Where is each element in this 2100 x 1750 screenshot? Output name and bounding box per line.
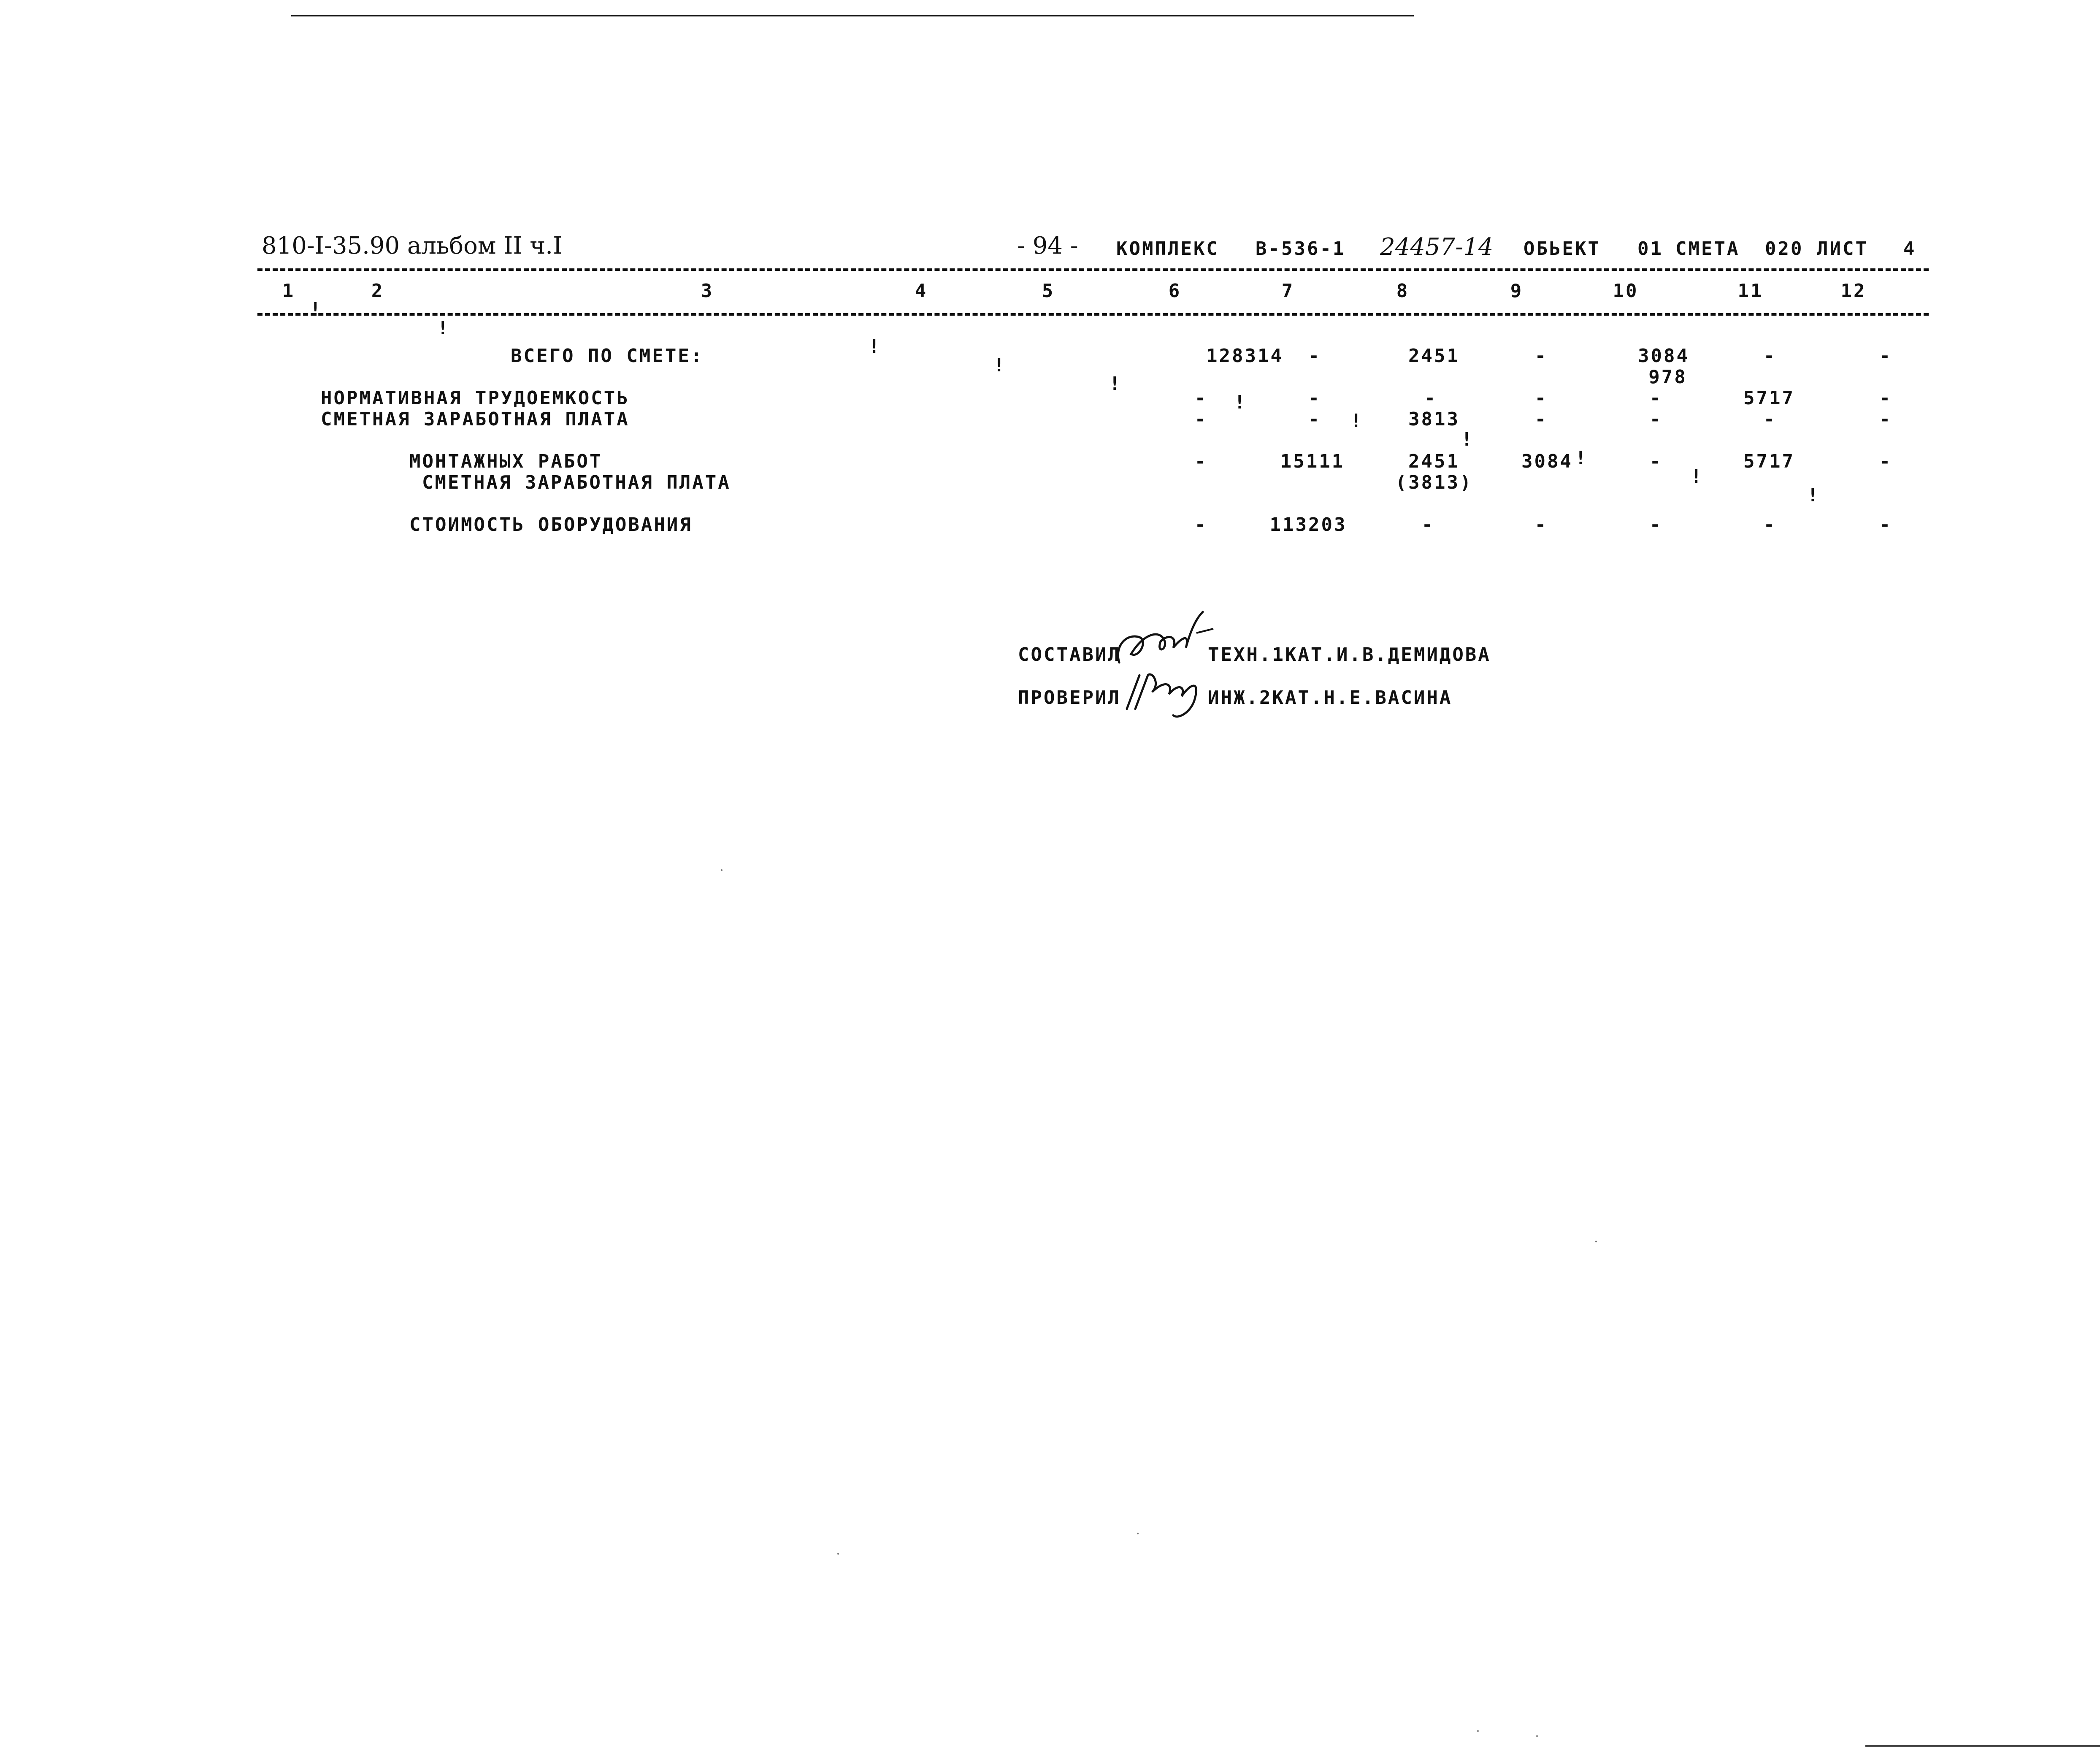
- scan-speck: [1137, 1533, 1139, 1534]
- col-12: 12: [1840, 280, 1867, 302]
- total-col6: 128314: [1206, 345, 1283, 367]
- col-6: 6: [1168, 280, 1182, 302]
- equipment-col6: -: [1194, 514, 1208, 536]
- estimate-number: 020: [1765, 238, 1804, 260]
- equipment-col8: -: [1421, 514, 1435, 536]
- total-col7: -: [1308, 345, 1321, 367]
- install-col12: -: [1879, 451, 1892, 472]
- complex-code: В-536-1: [1256, 238, 1346, 260]
- wage-col8: 3813: [1408, 408, 1460, 430]
- col-1: 1: [282, 280, 295, 302]
- equipment-col11: -: [1763, 514, 1777, 536]
- complex-label: КОМПЛЕКС: [1116, 238, 1219, 260]
- labor-col7: -: [1308, 387, 1321, 409]
- object-label: ОБЬЕКТ: [1524, 238, 1601, 260]
- estimate-label: СМЕТА: [1675, 238, 1740, 260]
- handwritten-code: 24457-14: [1380, 233, 1494, 261]
- scan-speck: [837, 1553, 839, 1555]
- labor-col6: -: [1194, 387, 1208, 409]
- install-col7: 15111: [1280, 451, 1345, 472]
- labor-col9: -: [1534, 387, 1548, 409]
- equipment-col7: 113203: [1269, 514, 1347, 536]
- install-sublabel: СМЕТНАЯ ЗАРАБОТНАЯ ПЛАТА: [422, 472, 731, 493]
- labor-col12: -: [1879, 387, 1892, 409]
- total-col10: 3084: [1638, 345, 1689, 367]
- col-2: 2: [371, 280, 384, 302]
- col-9: 9: [1510, 280, 1524, 302]
- wage-col12: -: [1879, 408, 1892, 430]
- compiled-label: СОСТАВИЛ: [1018, 644, 1121, 665]
- install-col6: -: [1194, 451, 1208, 472]
- header-rule-bottom: [257, 313, 1929, 316]
- install-col10: -: [1649, 451, 1663, 472]
- wage-col7: -: [1308, 408, 1321, 430]
- col-8: 8: [1396, 280, 1410, 302]
- scan-speck: [1595, 1241, 1597, 1242]
- total-label: ВСЕГО ПО СМЕТЕ:: [511, 345, 704, 367]
- scan-speck: [1477, 1730, 1479, 1732]
- column-separators: ! ! ! ! ! ! ! ! ! ! !: [310, 299, 1820, 506]
- sheet-label: ЛИСТ: [1817, 238, 1868, 260]
- wage-col9: -: [1534, 408, 1548, 430]
- equipment-col9: -: [1534, 514, 1548, 536]
- wage-col10: -: [1649, 408, 1663, 430]
- sheet-number: 4: [1903, 238, 1916, 260]
- col-11: 11: [1737, 280, 1764, 302]
- scan-bottom-line: [1865, 1745, 2100, 1747]
- total-col9: -: [1534, 345, 1548, 367]
- equipment-label: СТОИМОСТЬ ОБОРУДОВАНИЯ: [409, 514, 693, 536]
- compiled-by: ТЕХН.1КАТ.И.В.ДЕМИДОВА: [1208, 644, 1491, 665]
- checker-signature: [1123, 658, 1207, 722]
- total-col11: -: [1763, 345, 1777, 367]
- total-col12: -: [1879, 345, 1892, 367]
- scan-speck: [1536, 1735, 1538, 1737]
- col-5: 5: [1042, 280, 1055, 302]
- labor-label: НОРМАТИВНАЯ ТРУДОЕМКОСТЬ: [321, 387, 630, 409]
- equipment-col10: -: [1649, 514, 1663, 536]
- install-col8-sub: (3813): [1395, 472, 1473, 493]
- checked-by: ИНЖ.2КАТ.Н.Е.ВАСИНА: [1208, 687, 1453, 709]
- labor-col8: -: [1424, 387, 1437, 409]
- labor-col11: 5717: [1743, 387, 1795, 409]
- col-3: 3: [701, 280, 714, 302]
- project-code: 810-I-35.90 альбом II ч.I: [262, 232, 563, 260]
- install-col11: 5717: [1743, 451, 1795, 472]
- page-number: - 94 -: [1017, 232, 1078, 260]
- checked-label: ПРОВЕРИЛ: [1018, 687, 1121, 709]
- col-7: 7: [1281, 280, 1295, 302]
- total-col10-sub: 978: [1648, 366, 1687, 388]
- header-rule-top: [257, 268, 1929, 271]
- install-col8: 2451: [1408, 451, 1460, 472]
- install-label: МОНТАЖНЫХ РАБОТ: [409, 451, 603, 472]
- wage-label: СМЕТНАЯ ЗАРАБОТНАЯ ПЛАТА: [321, 408, 630, 430]
- scan-top-line: [291, 15, 1414, 16]
- wage-col6: -: [1194, 408, 1208, 430]
- col-4: 4: [915, 280, 928, 302]
- wage-col11: -: [1763, 408, 1777, 430]
- scan-speck: [721, 869, 723, 871]
- equipment-col12: -: [1879, 514, 1892, 536]
- object-number: 01: [1637, 238, 1663, 260]
- total-col8: 2451: [1408, 345, 1460, 367]
- labor-col10: -: [1649, 387, 1663, 409]
- col-10: 10: [1613, 280, 1639, 302]
- install-col9: 3084: [1521, 451, 1573, 472]
